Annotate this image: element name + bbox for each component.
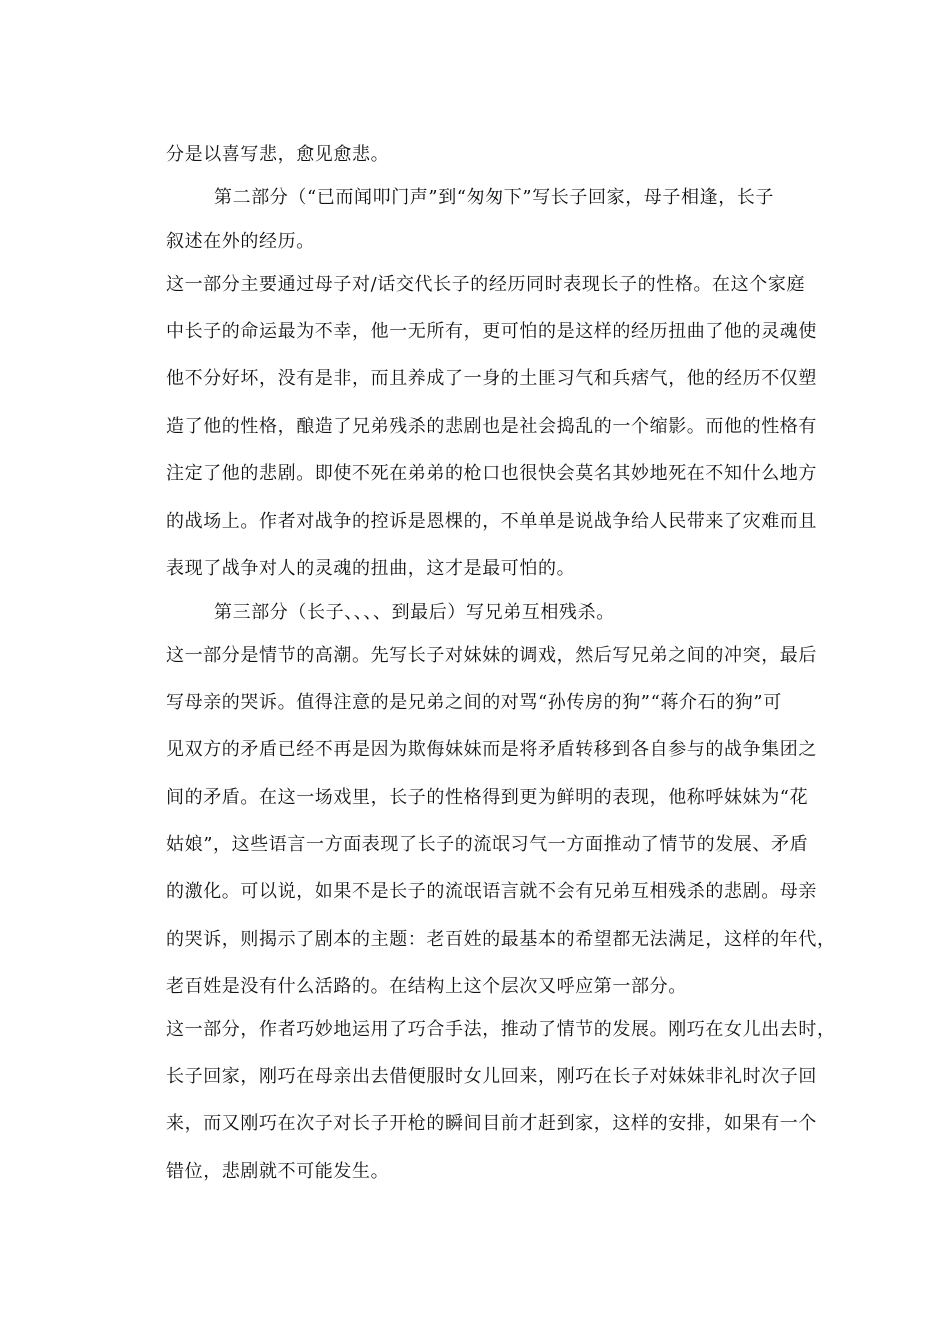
text-line: 姑娘”，这些语言一方面表现了长子的流氓习气一方面推动了情节的发展、矛盾: [166, 834, 809, 855]
text-line: 这一部分是情节的高潮。先写长子对妹妹的调戏，然后写兄弟之间的冲突，最后: [166, 645, 817, 666]
text-line: 错位，悲剧就不可能发生。: [166, 1161, 390, 1182]
text-line: 见双方的矛盾已经不再是因为欺侮妹妹而是将矛盾转移到各自参与的战争集团之: [166, 739, 817, 760]
text-line: 注定了他的悲剧。即使不死在弟弟的枪口也很快会莫名其妙地死在不知什么地方: [166, 463, 817, 484]
text-line: 来，而又刚巧在次子对长子开枪的瞬间目前才赶到家，这样的安排，如果有一个: [166, 1113, 817, 1134]
text-line: 第三部分（长子、、、、到最后）写兄弟互相残杀。: [214, 602, 615, 623]
text-line: 这一部分主要通过母子对/话交代长子的经历同时表现长子的性格。在这个家庭: [166, 274, 806, 295]
text-line: 的哭诉，则揭示了剧本的主题：老百姓的最基本的希望都无法满足，这样的年代，: [166, 929, 836, 950]
text-line: 他不分好坏，没有是非，而且养成了一身的土匪习气和兵痞气，他的经历不仅塑: [166, 368, 817, 389]
text-line: 的战场上。作者对战争的控诉是恩棵的，不单单是说战争给人民带来了灾难而且: [166, 511, 817, 532]
text-line: 老百姓是没有什么活路的。在结构上这个层次又呼应第一部分。: [166, 976, 687, 997]
text-line: 表现了战争对人的灵魂的扭曲，这才是最可怕的。: [166, 558, 576, 579]
text-line: 间的矛盾。在这一场戏里，长子的性格得到更为鲜明的表现，他称呼妹妹为“花: [166, 787, 809, 808]
text-line: 写母亲的哭诉。值得注意的是兄弟之间的对骂“孙传房的狗”“蒋介石的狗”可: [166, 692, 782, 713]
text-line: 这一部分，作者巧妙地运用了巧合手法，推动了情节的发展。刚巧在女儿出去时，: [166, 1019, 836, 1040]
text-line: 叙述在外的经历。: [166, 231, 315, 252]
text-line: 第二部分（“已而闻叩门声”到“匆匆下”写长子回家，母子相逢，长子: [214, 187, 775, 208]
text-line: 中长子的命运最为不幸，他一无所有，更可怕的是这样的经历扭曲了他的灵魂使: [166, 321, 817, 342]
text-line: 造了他的性格，酿造了兄弟残杀的悲剧也是社会捣乱的一个缩影。而他的性格有: [166, 416, 817, 437]
text-line: 的激化。可以说，如果不是长子的流氓语言就不会有兄弟互相残杀的悲剧。母亲: [166, 881, 817, 902]
text-line: 长子回家，刚巧在母亲出去借便服时女儿回来，刚巧在长子对妹妹非礼时次子回: [166, 1066, 817, 1087]
text-line: 分是以喜写悲，愈见愈悲。: [166, 144, 390, 165]
